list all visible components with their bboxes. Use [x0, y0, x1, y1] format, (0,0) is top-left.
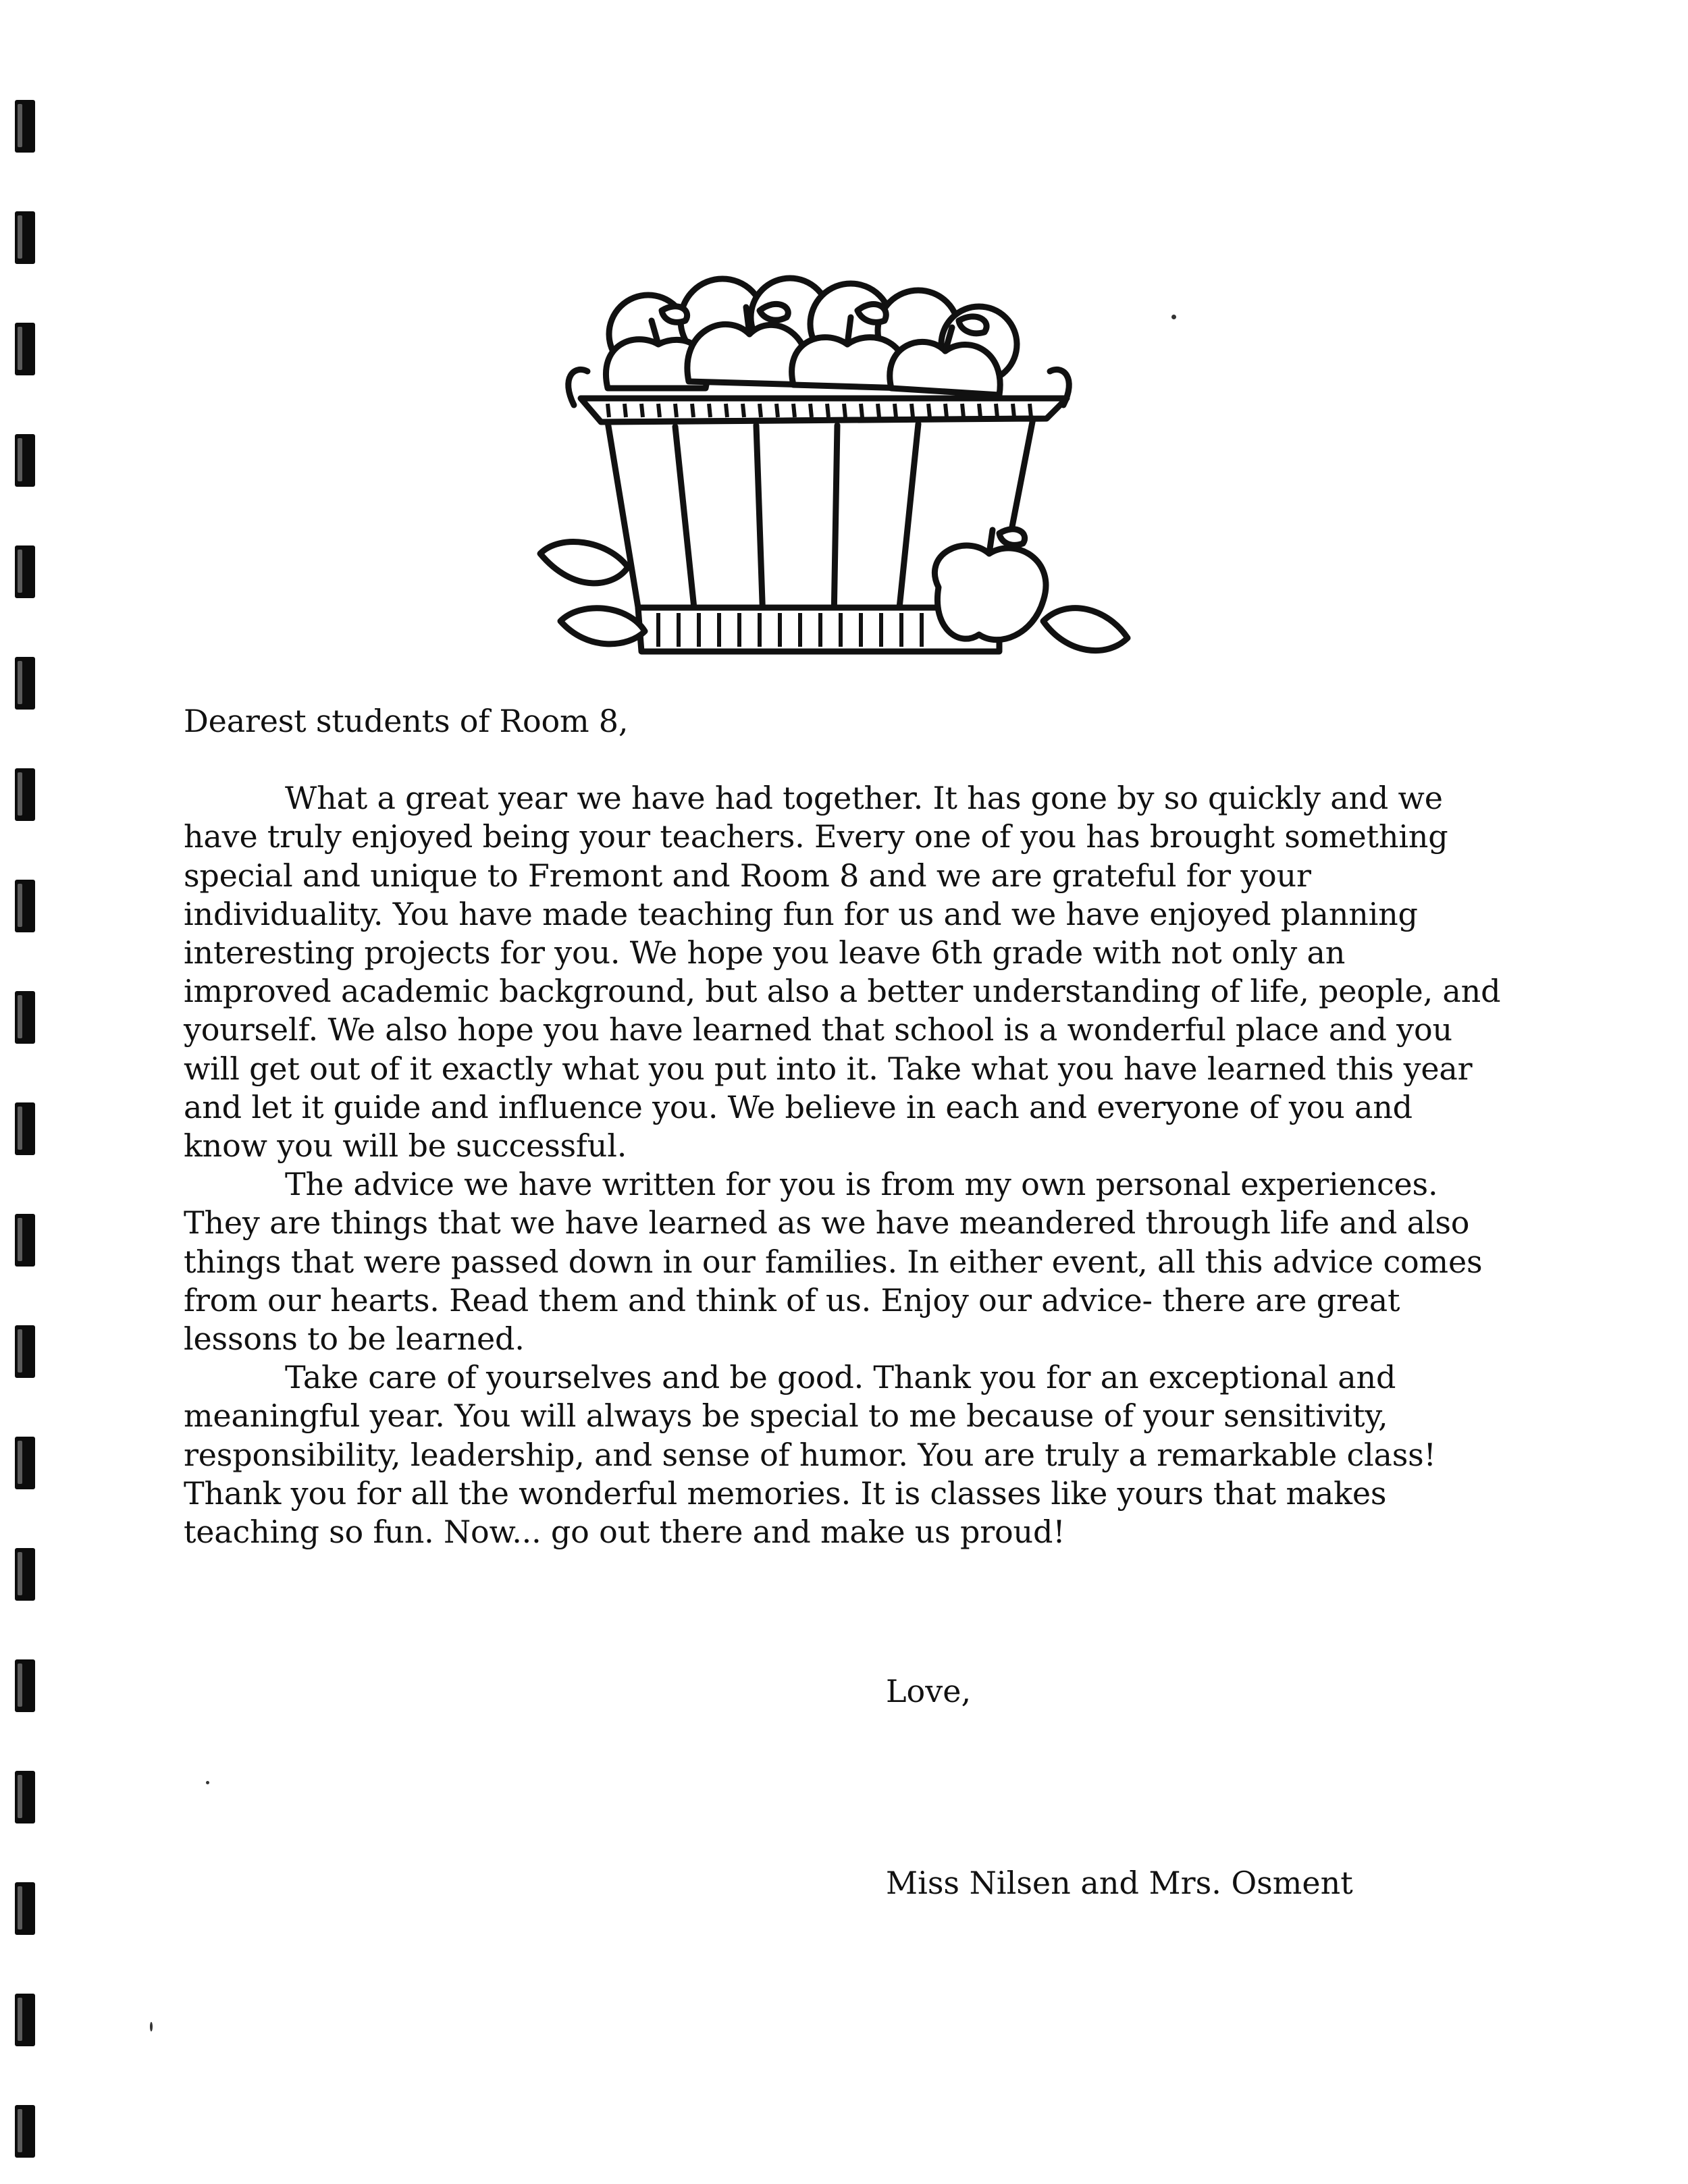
paragraph-line: individuality. You have made teaching fun for us and we have enjoyed planning: [184, 895, 1418, 932]
binding-hole: [15, 991, 35, 1044]
binding-hole: [15, 323, 35, 375]
letter-paragraph: [184, 1358, 1494, 1551]
binding-hole: [15, 1548, 35, 1601]
paragraph-line: from our hearts. Read them and think of us. Enjoy our advice- there are great: [184, 1281, 1400, 1319]
paragraph-line: lessons to be learned.: [184, 1321, 525, 1358]
binding-hole: [15, 1214, 35, 1267]
closing: Love,: [886, 1673, 972, 1709]
letter-paragraph: [184, 779, 1501, 1165]
apple-basket-illustration: [533, 270, 1134, 689]
paragraph-line: improved academic background, but also a better understanding of life, people, and: [184, 973, 1501, 1010]
paragraph-line: Take care of yourselves and be good. Thank you for an exceptional and: [285, 1359, 1396, 1396]
binding-hole: [15, 545, 35, 598]
binding-hole: [15, 434, 35, 487]
apple-basket-icon: [533, 270, 1134, 689]
paragraph-line: responsibility, leadership, and sense of humor. You are truly a remarkable class!: [184, 1436, 1436, 1473]
paragraph-line: yourself. We also hope you have learned that school is a wonderful place and you: [184, 1011, 1452, 1048]
binding-hole: [15, 657, 35, 710]
paragraph-line: things that were passed down in our families. In either event, all this advice comes: [184, 1243, 1483, 1280]
paragraph-line: meaningful year. You will always be special to me because of your sensitivity,: [184, 1397, 1388, 1435]
paragraph-line: know you will be successful.: [184, 1127, 627, 1165]
salutation: Dearest students of Room 8,: [184, 703, 629, 739]
scan-speck: [150, 2022, 153, 2031]
binding-hole: [15, 211, 35, 264]
binding-hole: [15, 880, 35, 932]
scan-speck: [206, 1781, 209, 1784]
paragraph-line: They are things that we have learned as we have meandered through life and also: [184, 1204, 1470, 1242]
signature: Miss Nilsen and Mrs. Osment: [886, 1865, 1353, 1901]
paragraph-line: and let it guide and influence you. We believe in each and everyone of you and: [184, 1088, 1413, 1125]
letter-paragraph: [184, 1165, 1494, 1358]
letter-paragraphs: [184, 779, 1501, 1551]
paragraph-line: Thank you for all the wonderful memories. It is classes like yours that makes: [184, 1474, 1387, 1512]
spiral-binding: [15, 0, 39, 2184]
binding-hole: [15, 2105, 35, 2158]
paragraph-line: special and unique to Fremont and Room 8 and we are grateful for your: [184, 857, 1311, 894]
binding-hole: [15, 1994, 35, 2046]
paragraph-line: What a great year we have had together. It has gone by so quickly and we: [285, 780, 1443, 817]
binding-hole: [15, 768, 35, 821]
binding-hole: [15, 1882, 35, 1935]
binding-hole: [15, 1102, 35, 1155]
binding-hole: [15, 1325, 35, 1378]
paragraph-line: interesting projects for you. We hope you leave 6th grade with not only an: [184, 934, 1346, 971]
binding-hole: [15, 1659, 35, 1712]
paragraph-line: will get out of it exactly what you put into it. Take what you have learned this year: [184, 1050, 1473, 1087]
letter-body: [184, 702, 1501, 1551]
paragraph-line: teaching so fun. Now... go out there and make us proud!: [184, 1514, 1065, 1551]
binding-hole: [15, 100, 35, 153]
scan-speck: [1171, 315, 1176, 319]
paragraph-line: have truly enjoyed being your teachers. Every one of you has brought something: [184, 818, 1448, 855]
paragraph-line: The advice we have written for you is from my own personal experiences.: [285, 1166, 1438, 1203]
binding-hole: [15, 1771, 35, 1823]
binding-hole: [15, 1437, 35, 1489]
